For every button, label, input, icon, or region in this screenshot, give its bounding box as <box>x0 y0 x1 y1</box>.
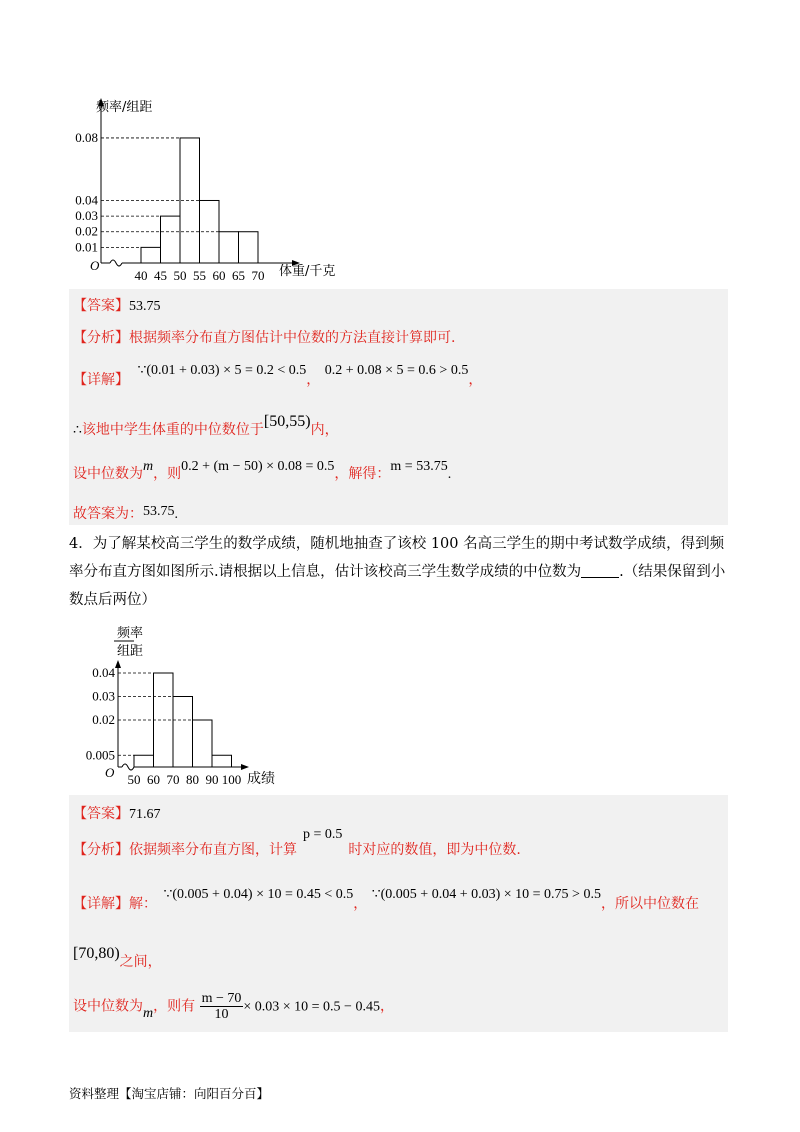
analysis-text: 根据频率分布直方图估计中位数的方法直接计算即可. <box>129 330 456 346</box>
detail-text-3: 设中位数为 <box>73 998 143 1015</box>
x-tick-label: 70 <box>166 772 180 787</box>
final-value: 53.75 <box>143 504 175 519</box>
y-axis-label-numerator: 频率 <box>117 626 144 641</box>
detail-math-1a: ∵(0.01 + 0.03) × 5 = 0.2 < 0.5 <box>137 363 307 378</box>
x-tick-label: 40 <box>134 268 148 283</box>
x-axis-break <box>122 764 134 770</box>
answer-tag: 【答案】 <box>73 298 129 314</box>
detail-math-1a: ∵(0.005 + 0.04) × 10 = 0.45 < 0.5 <box>163 887 354 902</box>
analysis-text-end: 时对应的数值，即为中位数. <box>348 842 521 858</box>
x-tick-label: 80 <box>186 772 199 787</box>
histogram-bar <box>239 232 259 263</box>
answer-tag: 【答案】 <box>73 806 129 822</box>
detail-math-1b: ∵(0.005 + 0.04 + 0.03) × 10 = 0.75 > 0.5 <box>371 887 601 902</box>
solve-text: ，解得： <box>334 466 391 482</box>
x-tick-label: 100 <box>221 772 242 787</box>
then-text: ，则 <box>153 466 182 482</box>
final-line <box>73 503 178 523</box>
analysis-line <box>73 327 455 347</box>
detail-line-2 <box>73 411 339 438</box>
fraction-numerator: m − 70 <box>201 991 242 1006</box>
origin-label: O <box>90 258 100 273</box>
detail-math-1b: 0.2 + 0.08 × 5 = 0.6 > 0.5 <box>324 363 469 378</box>
histogram-bar <box>173 697 193 768</box>
histogram-scores <box>68 620 308 792</box>
detail-text-2: 该地中学生体重的中位数位于 <box>81 422 264 438</box>
x-axis-label: 成绩 <box>247 771 275 787</box>
detail-line-2 <box>73 943 162 970</box>
detail-math-2: [70,80) <box>73 945 120 962</box>
x-tick-label: 50 <box>127 772 141 787</box>
question-4 <box>69 530 731 614</box>
detail-end-1: ，所以中位数在 <box>600 896 699 912</box>
comma: ， <box>306 372 321 388</box>
detail-line-3 <box>73 455 452 482</box>
detail-text-3: 设中位数为 <box>73 466 143 482</box>
histogram-bar <box>219 232 239 263</box>
histogram-bar <box>161 216 181 263</box>
answer-value: 53.75 <box>129 299 161 314</box>
x-axis-arrow <box>241 764 249 770</box>
analysis-tag: 【分析】 <box>73 842 129 858</box>
detail-math-2: [50,55) <box>263 413 311 430</box>
question-text: 4．为了解某校高三学生的数学成绩，随机地抽查了该校 100 名高三学生的期中考试数学成绩，得到频率分布直方图如图所示.请根据以上信息，估计该校高三学生数学成绩的中位数为 <box>69 536 725 580</box>
analysis-line <box>73 827 521 858</box>
y-tick-label: 0.03 <box>75 208 98 224</box>
analysis-tag: 【分析】 <box>73 330 129 346</box>
comma: ， <box>353 896 368 912</box>
detail-end-2: 之间， <box>119 954 162 970</box>
final-text: 故答案为： <box>73 506 143 522</box>
solve-text: 解： <box>129 896 157 912</box>
x-axis-label: 体重/千克 <box>279 264 336 279</box>
answer-line <box>73 295 161 315</box>
origin-label: O <box>105 765 115 780</box>
y-tick-label: 0.08 <box>75 129 98 145</box>
y-tick-label: 0.02 <box>75 223 98 239</box>
y-tick-label: 0.04 <box>75 192 98 208</box>
detail-tag: 【详解】 <box>73 372 129 388</box>
y-tick-label: 0.01 <box>75 239 98 255</box>
detail-math-3: 0.2 + (m − 50) × 0.08 = 0.5 <box>181 459 335 474</box>
analysis-math: p = 0.5 <box>303 827 343 842</box>
histogram-bar <box>212 755 232 767</box>
fraction <box>200 991 244 1022</box>
x-tick-label: 45 <box>154 268 167 283</box>
var-m: m <box>143 1005 154 1021</box>
period: . <box>447 467 452 482</box>
answer-line <box>73 803 161 823</box>
then-text: ，则有 <box>153 998 196 1015</box>
y-tick-label: 0.03 <box>92 688 115 704</box>
x-axis-break <box>110 260 122 266</box>
solution-block-1 <box>69 289 728 525</box>
histogram-bar <box>134 755 154 767</box>
fraction-denominator: 10 <box>214 1007 229 1022</box>
comma: ， <box>468 372 483 388</box>
answer-value: 71.67 <box>129 807 161 822</box>
detail-line-3 <box>73 991 394 1022</box>
x-tick-label: 60 <box>212 268 226 283</box>
detail-line-1 <box>73 883 699 912</box>
histogram-bar <box>193 720 213 767</box>
comma: ， <box>379 998 394 1015</box>
detail-end-2: 内， <box>310 422 339 438</box>
y-tick-label: 0.02 <box>92 712 115 727</box>
footer: 资料整理【淘宝店铺：向阳百分百】 <box>69 1086 270 1101</box>
analysis-text: 依据频率分布直方图，计算 <box>129 842 297 858</box>
solution-block-2 <box>69 795 728 1032</box>
x-tick-label: 50 <box>173 268 187 283</box>
var-m: m <box>143 459 154 474</box>
x-tick-label: 60 <box>147 772 160 787</box>
y-tick-label: 0.04 <box>92 665 115 680</box>
detail-line-1 <box>73 359 483 388</box>
histogram-bar <box>141 247 161 263</box>
question-text-end: .（结果保留到小数点后两位） <box>69 564 726 608</box>
x-tick-label: 70 <box>251 268 265 283</box>
x-tick-label: 55 <box>193 268 206 283</box>
histogram-weight <box>60 92 360 287</box>
x-tick-label: 90 <box>205 772 219 787</box>
x-tick-label: 65 <box>232 268 245 283</box>
y-axis-label-denominator: 组距 <box>117 644 144 659</box>
therefore-symbol: ∴ <box>73 423 82 438</box>
detail-tag: 【详解】 <box>73 896 129 912</box>
detail-result-3: m = 53.75 <box>390 459 448 474</box>
y-tick-label: 0.005 <box>85 747 115 763</box>
y-axis-label: 频率/组距 <box>96 100 153 115</box>
y-axis-arrow <box>115 660 121 668</box>
period: . <box>174 507 178 522</box>
detail-math-3: × 0.03 × 10 = 0.5 − 0.45 <box>243 999 380 1015</box>
answer-blank <box>581 563 619 578</box>
